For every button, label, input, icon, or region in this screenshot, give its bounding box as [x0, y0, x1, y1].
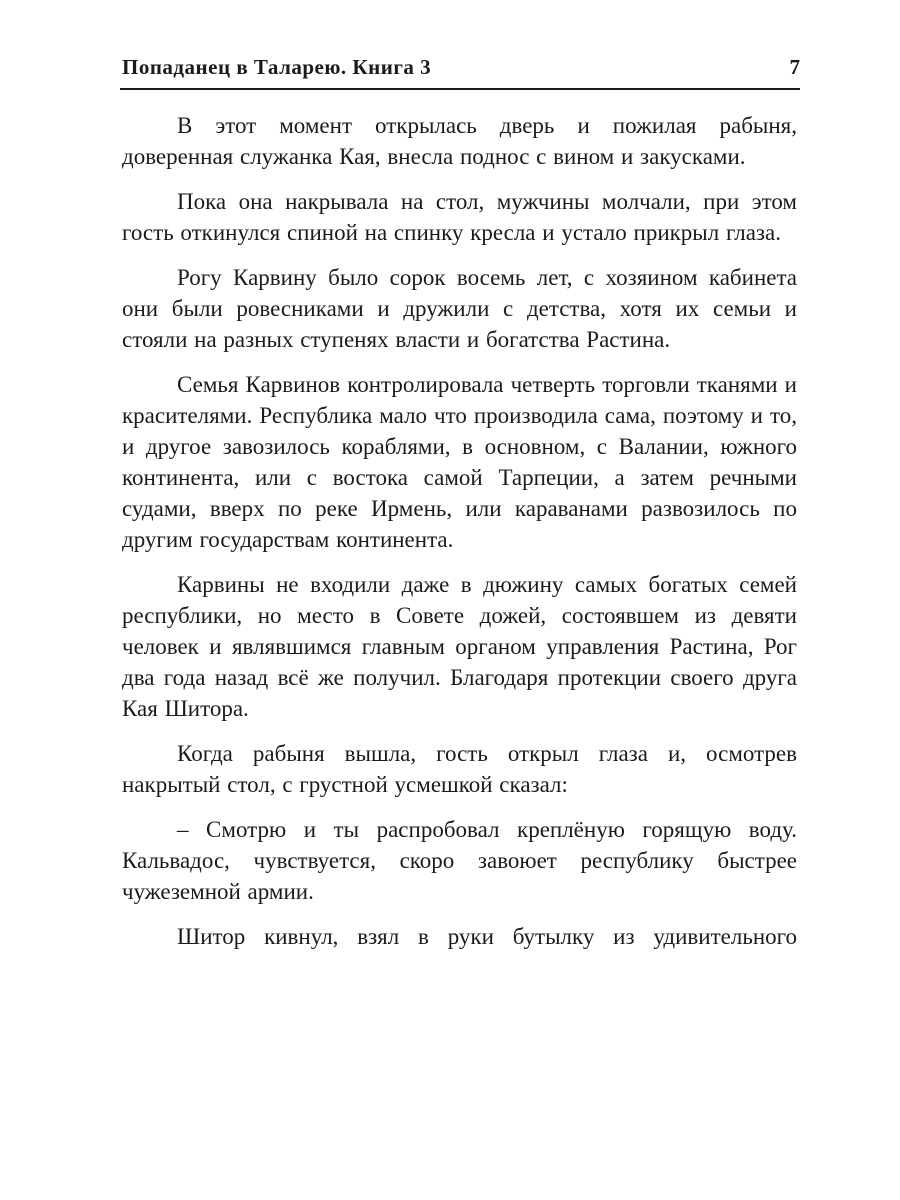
running-head — [0, 0, 900, 80]
paragraph-5: Карвины не входили даже в дюжину самых богатых семей республики, но место в Совете дожей, состоявшем из девяти человек и являвшимся главным органом управления Растина, Рог два года назад всё же получил. Благодаря протекции своего друга Кая Шитора. — [122, 572, 797, 721]
page-body — [0, 90, 900, 952]
paragraph-4: Семья Карвинов контролировала четверть торговли тканями и красителями. Республика мало что производила сама, поэтому и то, и другое завозилось кораблями, в основном, с Валании, южного континента, или с востока самой Тарпеции, а затем речными судами, вверх по реке Ирмень, или караванами развозилось по другим государствам континента. — [122, 372, 797, 552]
paragraph-1: В этот момент открылась дверь и пожилая рабыня, доверенная служанка Кая, внесла поднос с вином и закусками. — [122, 113, 797, 169]
paragraph-2: Пока она накрывала на стол, мужчины молчали, при этом гость откинулся спиной на спинку кресла и устало прикрыл глаза. — [122, 189, 797, 245]
running-title: Попаданец в Таларею. Книга 3 — [122, 55, 432, 79]
paragraph-8: Шитор кивнул, взял в руки бутылку из удивительного — [177, 924, 797, 949]
paragraph-6: Когда рабыня вышла, гость открыл глаза и, осмотрев накрытый стол, с грустной усмешкой сказал: — [122, 741, 797, 797]
paragraph-7: – Смотрю и ты распробовал креплёную горящую воду. Кальвадос, чувствуется, скоро завоюет республику быстрее чужеземной армии. — [122, 817, 797, 904]
paragraph-3: Рогу Карвину было сорок восемь лет, с хозяином кабинета они были ровесниками и дружили с детства, хотя их семьи и стояли на разных ступенях власти и богатства Растина. — [122, 265, 797, 352]
page-number: 7 — [789, 55, 800, 79]
